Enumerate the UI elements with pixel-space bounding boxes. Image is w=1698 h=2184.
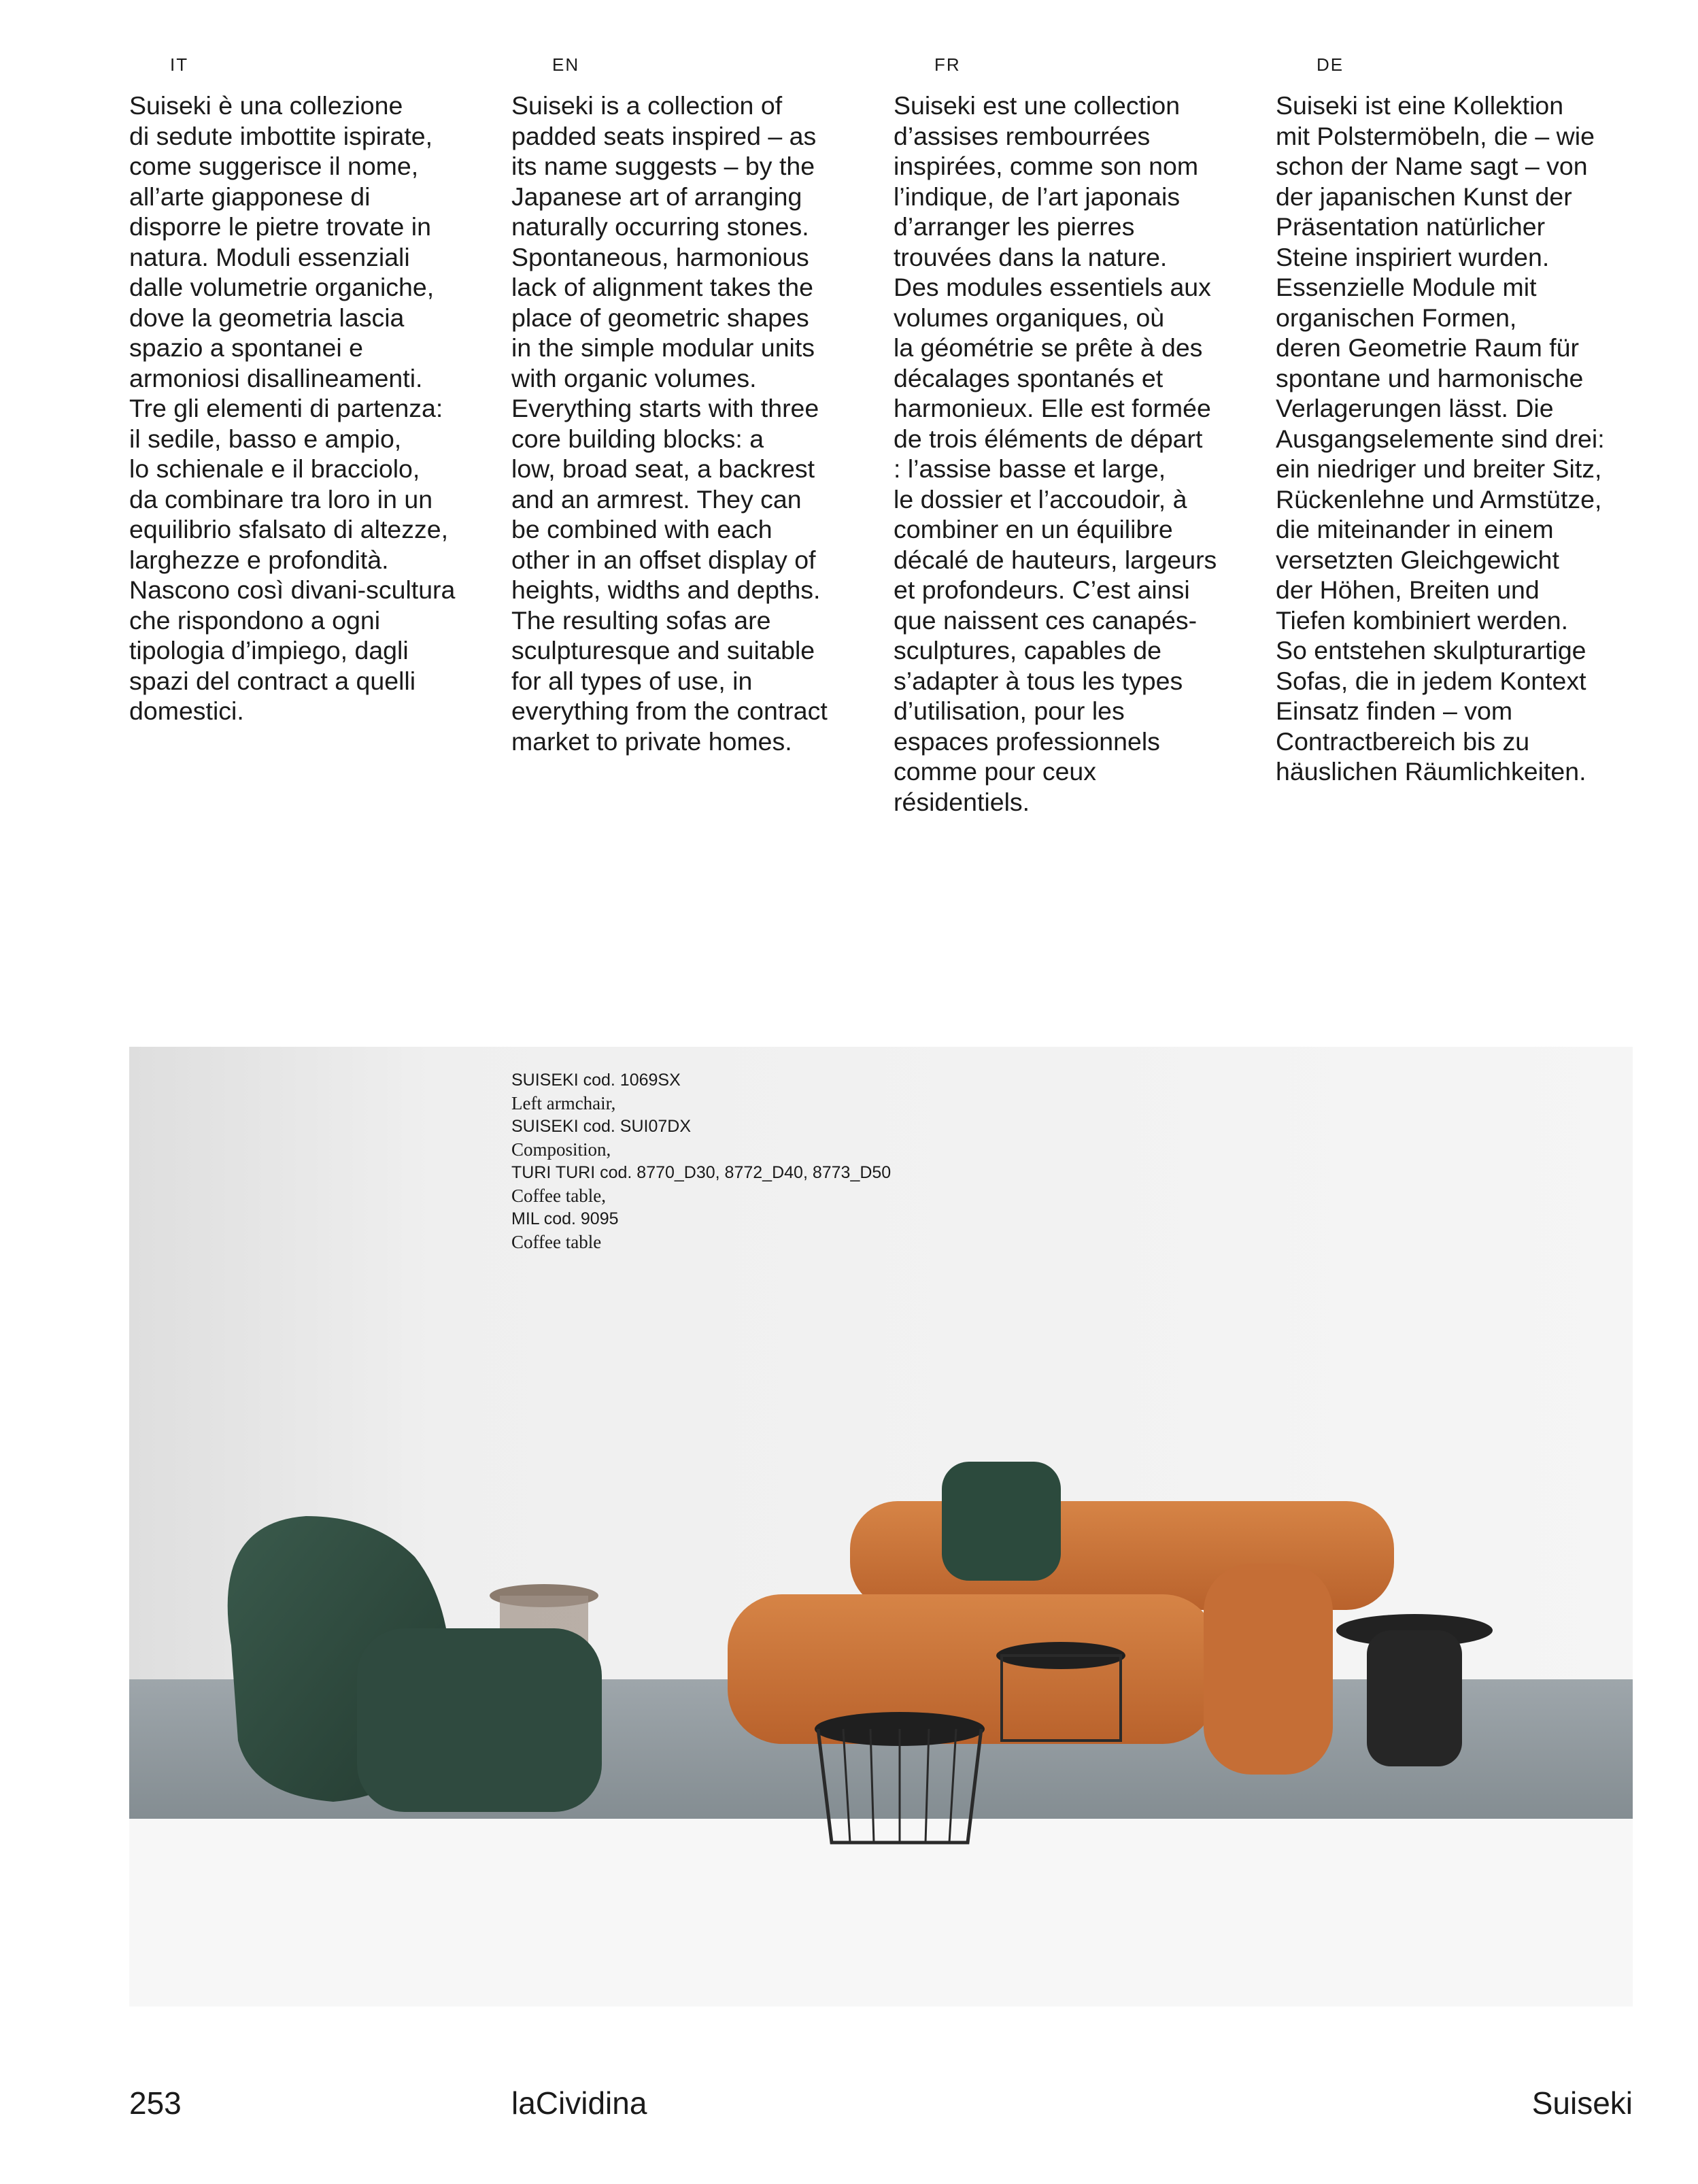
column-text: Suiseki est une collection d’assises rembourrées inspirées, comme son nom l’indique, de l’art japonais d’arranger les pierres trouvées dans la nature. Des modules essentiels aux volumes organiques, où la géométrie se prête à des décalages spontanés et harmonieux. Elle est formée de trois éléments de départ : l’assise basse et large, le dossier et l’accoudoir, à combiner en un équilibre décalé de hauteurs, largeurs et profondeurs. C’est ainsi que naissent ces canapés- sculptures, capables de s’adapter à tous les types d’utilisation, pour les espaces professionnels comme pour ceux résidentiels. (894, 91, 1217, 816)
column-text: Suiseki ist eine Kollektion mit Polstermöbeln, die – wie schon der Name sagt – von der japanischen Kunst der Präsentation natürlicher Steine inspiriert wurden. Essenzielle Module mit organischen Formen, deren Geometrie Raum für spontane und harmonische Verlagerungen lässt. Die Ausgangselemente sind drei: ein niedriger und breiter Sitz, Rückenlehne und Armstütze, die miteinander in einem versetzten Gleichgewicht der Höhen, Breiten und Tiefen kombiniert werden. So entstehen skulpturartige Sofas, die in jedem Kontext Einsatz finden – vom Contractbereich bis zu häuslichen Räumlichkeiten. (1276, 91, 1605, 786)
column-text: Suiseki is a collection of padded seats inspired – as its name suggests – by the Japanese art of arranging naturally occurring stones. Spontaneous, harmonious lack of alignment takes the place of geometric shapes in the simple modular units with organic volumes. Everything starts with three core building blocks: a low, broad seat, a backrest and an armrest. They can be combined with each other in an offset display of heights, widths and depths. The resulting sofas are sculpturesque and suitable for all types of use, in everything from the contract market to private homes. (511, 91, 828, 756)
green-armchair-seat (357, 1628, 602, 1812)
column-it (129, 54, 496, 726)
caption-description: Coffee table, (511, 1186, 606, 1206)
caption-code: TURI TURI cod. 8770_D30, 8772_D40, 8773_D50 (511, 1163, 892, 1182)
green-cushion (942, 1462, 1061, 1581)
caption-description: Coffee table (511, 1232, 602, 1252)
column-text: Suiseki è una collezione di sedute imbottite ispirate, come suggerisce il nome, all’arte giapponese di disporre le pietre trovate in natura. Moduli essenziali dalle volumetrie organiche, dove la geometria lascia spazio a spontanei e armoniosi disallineamenti. Tre gli elementi di partenza: il sedile, basso e ampio, lo schienale e il bracciolo, da combinare tra loro in un equilibrio sfalsato di altezze, larghezze e profondità. Nascono così divani-scultura che rispondono a ogni tipologia d’impiego, dagli spazi del contract a quelli domestici. (129, 91, 456, 725)
orange-sofa-armrest (1204, 1564, 1333, 1775)
language-label: DE (1317, 54, 1344, 75)
column-en (511, 54, 879, 756)
brand-name: laCividina (511, 2085, 647, 2121)
language-label: EN (552, 54, 580, 75)
language-label: IT (170, 54, 189, 75)
column-de (1276, 54, 1643, 787)
language-label: FR (934, 54, 961, 75)
page-number: 253 (129, 2085, 182, 2121)
caption-code: MIL cod. 9095 (511, 1209, 619, 1228)
caption-code: SUISEKI cod. 1069SX (511, 1071, 681, 1090)
caption-code: SUISEKI cod. SUI07DX (511, 1117, 692, 1136)
caption-description: Composition, (511, 1139, 611, 1160)
caption-description: Left armchair, (511, 1093, 616, 1113)
collection-name: Suiseki (1531, 2085, 1633, 2121)
photo-caption (511, 1069, 891, 1254)
column-fr (894, 54, 1261, 817)
